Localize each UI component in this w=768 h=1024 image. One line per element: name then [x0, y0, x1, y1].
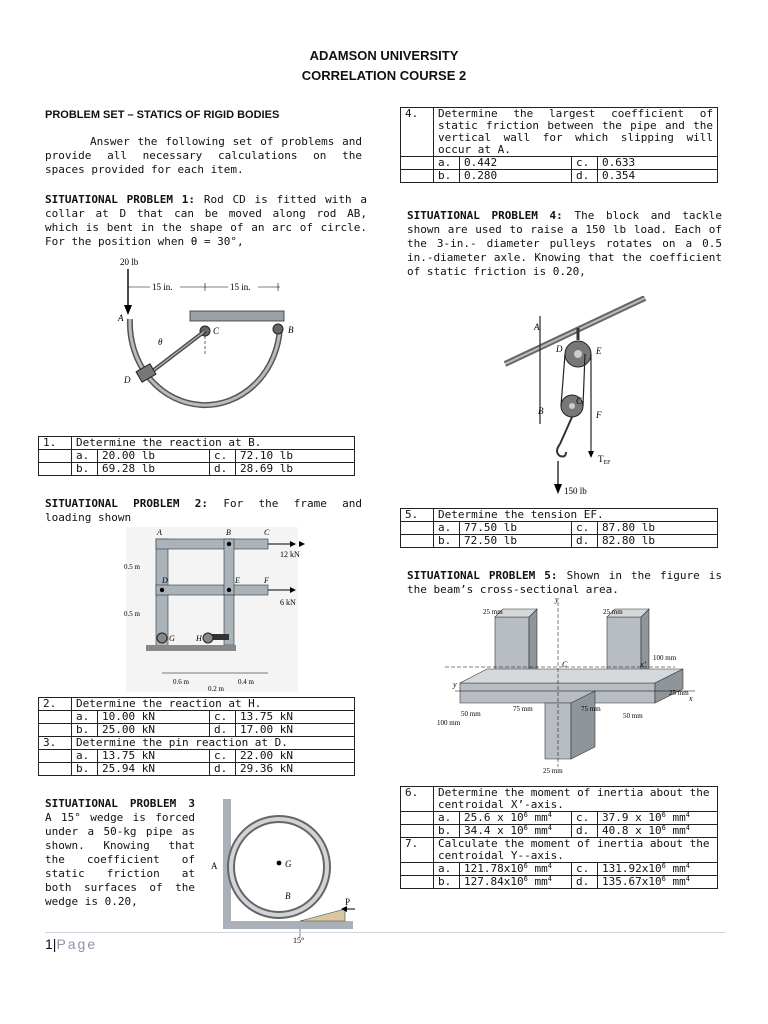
q4-num: 4.: [401, 108, 434, 157]
page-footer: [45, 936, 97, 952]
q7-choice-value: $127.84x10^6$ $mm^4$: [460, 876, 572, 889]
q2-choice-value: 13.75 kN: [236, 711, 355, 724]
sp1-text: [45, 193, 367, 249]
figure-sp2: [118, 525, 318, 695]
fig2-w1: 0.6 m: [173, 678, 189, 686]
page-separator: |: [52, 936, 57, 952]
q5-choice-letter: c.: [572, 522, 598, 535]
fig1-C: C: [213, 326, 220, 336]
q2-choice-value: 17.00 kN: [236, 724, 355, 737]
q5-choice-value: 72.50 lb: [460, 535, 572, 548]
university-title: ADAMSON UNIVERSITY: [309, 48, 459, 63]
q3-choice-value: 13.75 kN: [98, 750, 210, 763]
fig4-F: F: [596, 410, 602, 420]
sp1-body: Rod CD is fitted with a collar at D that can be moved along rod AB, which is bent in the shape of an arc of circle. For the position when θ = 30°,: [45, 193, 368, 248]
q5-table: [400, 508, 718, 548]
fig3-P: P: [345, 897, 351, 907]
sp5-text: [407, 569, 722, 597]
fig5-xp: x’: [640, 660, 647, 669]
instructions: Answer the following set of problems and provide all necessary calculations on the spaces provided for each item.: [45, 135, 362, 176]
q1-choice-value: 72.10 lb: [236, 450, 355, 463]
q5-question: Determine the tension EF.: [434, 509, 718, 522]
fig1-dim2: 15 in.: [230, 282, 251, 292]
q6-choice-value: 34.4 x $10^6$ $mm^4$: [460, 825, 572, 838]
q7-question: Calculate the moment of inertia about the centroidal Y--axis.: [434, 838, 718, 863]
q3-choice-letter: d.: [210, 763, 236, 776]
page-label: Page: [56, 936, 98, 952]
fig4-B: B: [538, 406, 544, 416]
fig2-C: C: [264, 528, 270, 537]
fig2-D: D: [162, 576, 168, 585]
q4-choice-value: 0.354: [598, 170, 718, 183]
q2-choice-letter: c.: [210, 711, 236, 724]
q6-choice-letter: a.: [434, 812, 460, 825]
fig1-dim1: 15 in.: [152, 282, 173, 292]
sp3-body: A 15° wedge is forced under a 50-kg pipe as shown. Knowing that the coefficient of static friction at both surfaces of the wedge is 0.20,: [45, 811, 195, 908]
q7-choice-letter: d.: [572, 876, 598, 889]
q4-question: Determine the largest coefficient of static friction between the pipe and the vertical wall for which slipping will occur at A.: [434, 108, 718, 157]
q1-choice-letter: b.: [72, 463, 98, 476]
fig5-h2: 100 mm: [437, 719, 461, 727]
fig1-theta: θ: [158, 337, 163, 347]
q4-choice-letter: b.: [434, 170, 460, 183]
q7-choice-value: $121.78x10^6$ $mm^4$: [460, 863, 572, 876]
fig5-w3: 25 mm: [543, 767, 563, 775]
fig4-C: C: [576, 396, 583, 406]
svg-text:TEF: [598, 454, 611, 466]
q4-choice-value: 0.633: [598, 157, 718, 170]
q7-num: 7.: [401, 838, 434, 863]
sp2-body: For the frame and loading shown: [45, 497, 362, 524]
fig2-E: E: [235, 576, 240, 585]
fig2-h2: 0.5 m: [124, 610, 140, 618]
sp2-text: [45, 497, 362, 525]
sp3-label: SITUATIONAL PROBLEM 3: [45, 797, 195, 810]
fig1-A: A: [118, 313, 124, 323]
q5-choice-value: 77.50 lb: [460, 522, 572, 535]
fig1-D: D: [124, 375, 131, 385]
q2-num: 2.: [39, 698, 72, 711]
q1-choice-letter: a.: [72, 450, 98, 463]
q5-choice-value: 87.80 lb: [598, 522, 718, 535]
fig5-t1: 25 mm: [669, 689, 689, 697]
q1-table: [38, 436, 355, 476]
q3-choice-value: 25.94 kN: [98, 763, 210, 776]
q2-choice-letter: b.: [72, 724, 98, 737]
fig2-w3: 0.4 m: [238, 678, 254, 686]
q5-choice-letter: d.: [572, 535, 598, 548]
fig5-x: x: [689, 694, 693, 703]
q2-choice-value: 10.00 kN: [98, 711, 210, 724]
fig5-C: C: [562, 660, 568, 669]
figure-sp3: [205, 797, 365, 947]
fig3-G: G: [285, 859, 292, 869]
fig4-load: 150 lb: [564, 486, 587, 496]
sp1-label: SITUATIONAL PROBLEM 1:: [45, 193, 196, 206]
sp4-label: SITUATIONAL PROBLEM 4:: [407, 209, 563, 222]
q5-choice-letter: b.: [434, 535, 460, 548]
q7-choice-letter: a.: [434, 863, 460, 876]
figure-sp1: [110, 255, 300, 420]
course-title: CORRELATION COURSE 2: [301, 68, 467, 83]
fig2-G: G: [169, 634, 175, 643]
q2-question: Determine the reaction at H.: [72, 698, 355, 711]
fig3-A: A: [211, 861, 218, 871]
page-number: 1: [45, 936, 53, 952]
q2-choice-letter: a.: [72, 711, 98, 724]
sp3-text: [45, 797, 195, 909]
sp4-text: [407, 209, 722, 279]
q4-choice-value: 0.280: [460, 170, 572, 183]
q2-q3-table: [38, 697, 355, 776]
q1-choice-value: 20.00 lb: [98, 450, 210, 463]
q3-num: 3.: [39, 737, 72, 750]
figure-sp4: [500, 296, 650, 501]
fig5-y: y: [555, 597, 559, 604]
q3-choice-value: 22.00 kN: [236, 750, 355, 763]
q3-choice-letter: a.: [72, 750, 98, 763]
fig4-T: T: [598, 454, 604, 464]
q3-choice-letter: c.: [210, 750, 236, 763]
figure-sp5: [425, 597, 715, 777]
q1-choice-letter: d.: [210, 463, 236, 476]
fig4-E: E: [596, 346, 602, 356]
q6-num: 6.: [401, 787, 434, 812]
fig2-A: A: [157, 528, 162, 537]
fig2-F: F: [264, 576, 269, 585]
q7-choice-letter: c.: [572, 863, 598, 876]
fig2-B: B: [226, 528, 231, 537]
q7-choice-letter: b.: [434, 876, 460, 889]
fig1-B: B: [288, 325, 294, 335]
sp5-body: Shown in the figure is the beam’s cross-sectional area.: [407, 569, 722, 596]
q4-choice-value: 0.442: [460, 157, 572, 170]
q6-choice-letter: d.: [572, 825, 598, 838]
fig5-ybar: y: [453, 680, 457, 689]
q6-choice-letter: b.: [434, 825, 460, 838]
q1-choice-letter: c.: [210, 450, 236, 463]
q1-num: 1.: [39, 437, 72, 450]
fig5-h1: 100 mm: [653, 654, 677, 662]
footer-rule: [45, 932, 725, 933]
q4-choice-letter: a.: [434, 157, 460, 170]
fig5-b3: 75 mm: [581, 705, 601, 713]
q7-choice-value: $135.67x10^6$ $mm^4$: [598, 876, 718, 889]
q1-choice-value: 69.28 lb: [98, 463, 210, 476]
fig4-A: A: [534, 322, 540, 332]
fig5-b4: 50 mm: [623, 712, 643, 720]
fig2-h1: 0.5 m: [124, 563, 140, 571]
q7-choice-value: $131.92x10^6$ $mm^4$: [598, 863, 718, 876]
fig4-Tsub: EF: [603, 460, 611, 466]
q4-table: [400, 107, 718, 183]
fig5-w2: 25 mm: [603, 608, 623, 616]
q3-question: Determine the pin reaction at D.: [72, 737, 355, 750]
q4-choice-letter: c.: [572, 157, 598, 170]
q6-q7-table: [400, 786, 718, 889]
sp4-body: The block and tackle shown are used to raise a 150 lb load. Each of the 3-in.- diameter pulleys rotates on a 0.5 in.-diameter axle. Knowing that the coefficient of static friction is 0.20,: [407, 209, 723, 278]
q6-choice-value: 25.6 x $10^6$ $mm^4$: [460, 812, 572, 825]
q3-choice-letter: b.: [72, 763, 98, 776]
fig2-force2: 6 kN: [280, 598, 296, 607]
q3-choice-value: 29.36 kN: [236, 763, 355, 776]
fig5-w1: 25 mm: [483, 608, 503, 616]
fig3-B: B: [285, 891, 291, 901]
fig3-angle: 15°: [293, 936, 305, 945]
fig1-load-label: 20 lb: [120, 257, 139, 267]
q4-choice-letter: d.: [572, 170, 598, 183]
fig4-D: D: [556, 344, 563, 354]
fig5-b1: 50 mm: [461, 710, 481, 718]
q5-num: 5.: [401, 509, 434, 522]
fig2-force1: 12 kN: [280, 550, 300, 559]
sp2-label: SITUATIONAL PROBLEM 2:: [45, 497, 209, 510]
q5-choice-value: 82.80 lb: [598, 535, 718, 548]
q2-choice-value: 25.00 kN: [98, 724, 210, 737]
q6-choice-value: 37.9 x $10^6$ $mm^4$: [598, 812, 718, 825]
problem-set-title: PROBLEM SET – STATICS OF RIGID BODIES: [45, 109, 280, 121]
q1-question: Determine the reaction at B.: [72, 437, 355, 450]
q1-choice-value: 28.69 lb: [236, 463, 355, 476]
q6-question: Determine the moment of inertia about the centroidal X’-axis.: [434, 787, 718, 812]
fig2-H: H: [196, 634, 202, 643]
q2-choice-letter: d.: [210, 724, 236, 737]
q6-choice-letter: c.: [572, 812, 598, 825]
fig2-w2: 0.2 m: [208, 685, 224, 693]
fig5-b2: 75 mm: [513, 705, 533, 713]
q6-choice-value: 40.8 x $10^6$ $mm^4$: [598, 825, 718, 838]
sp5-label: SITUATIONAL PROBLEM 5:: [407, 569, 558, 582]
q5-choice-letter: a.: [434, 522, 460, 535]
